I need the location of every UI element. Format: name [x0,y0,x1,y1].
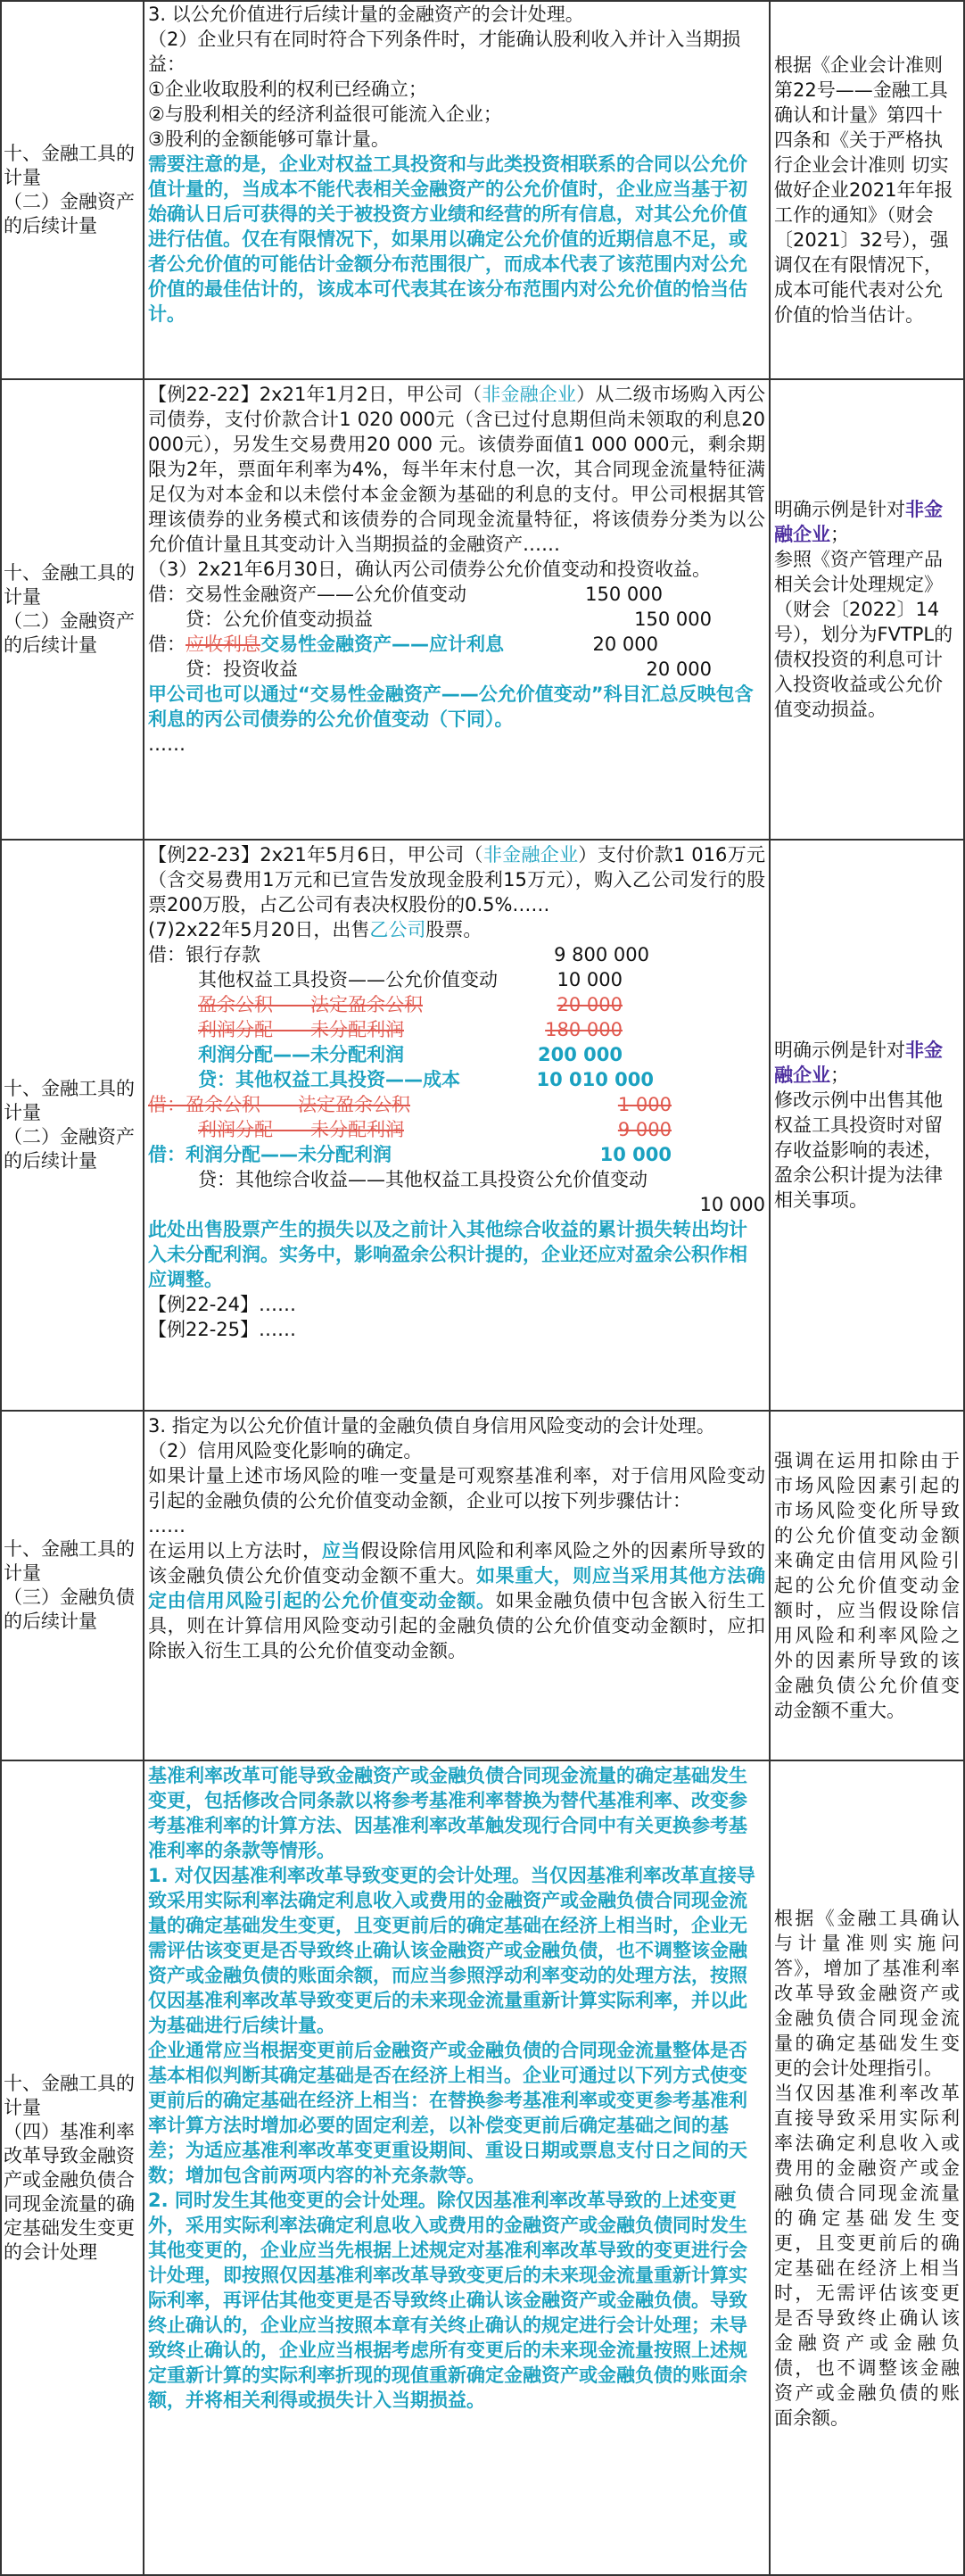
note-text: 明确示例是针对非金融企业； 参照《资产管理产品相关会计处理规定》（财会〔2022〕14号），划分为FVTPL的债权投资的利息可计入投资收益或公允价值变动损益。 [774,499,953,720]
journal-line: 借：交易性金融资产——公允价值变动 150 000 [148,584,663,605]
ellipsis: …… [148,1515,186,1536]
table-row [1,1,964,379]
highlight-term: 非金融企业 [482,844,579,866]
paragraph: 3. 指定为以公允价值计量的金融负债自身信用风险变动的会计处理。 [148,1415,715,1437]
table-row [1,1760,964,2575]
highlight-term: 非金融企业 [774,499,943,545]
section-title: 十、金融工具的计量 （四）基准利率改革导致金融资产或金融负债合同现金流量的确定基础发生变更的会计处理 [4,2072,135,2263]
section-title: 十、金融工具的计量 （二）金融资产的后续计量 [4,562,135,656]
section-title: 十、金融工具的计量 （二）金融资产的后续计量 [4,1078,135,1172]
table-row [1,379,964,840]
note-text: 明确示例是针对非金融企业； 修改示例中出售其他权益工具投资时对留存收益影响的表述，盈余公积计提为法律相关事项。 [774,1040,943,1211]
journal-line: 借：银行存款 9 800 000 [148,944,649,965]
note-cell [770,1760,964,2575]
paragraph: (7)2x22年5月20日，出售乙公司股票。 [148,919,482,940]
journal-amount: 10 000 [699,1194,765,1215]
paragraph: 在运用以上方法时，应当假设除信用风险和利率风险之外的因素所导致的该金融负债公允价值变动金额不重大。如果重大，则应当采用其他方法确定由信用风险引起的公允价值变动金额。如果金融负债中包含嵌入衍生工具，则在计算信用风险变动引起的金融负债的公允价值变动金额时，应扣除嵌入衍生工具的公允价值变动金额。 [148,1540,766,1661]
highlight-term: 非金融企业 [482,384,577,405]
content-cell [144,1411,770,1760]
paragraph: ②与股利相关的经济利益很可能流入企业； [148,104,502,125]
section-title-cell [1,379,144,840]
journal-line: 贷：投资收益 20 000 [186,658,712,680]
journal-line: 利润分配——未分配利润 200 000 [198,1044,623,1065]
content-cell [144,840,770,1411]
highlight-term: 乙公司 [369,919,426,940]
highlighted-paragraph: 需要注意的是，企业对权益工具投资和与此类投资相联系的合同以公允价值计量的，当成本不能代表相关金融资产的公允价值时，企业应当基于初始确认日后可获得的关于被投资方业绩和经营的所有信息，对其公允价值进行估值。仅在有限情况下，如果用以确定公允价值的近期信息不足，或者公允价值的可能估计金额分布范围很广，而成本代表了该范围内对公允价值的最佳估计的，该成本可代表其在该分布范围内对公允价值的恰当估计。 [148,153,747,325]
content-cell [144,1,770,379]
highlighted-paragraph: 甲公司也可以通过“交易性金融资产——公允价值变动”科目汇总反映包含利息的丙公司债券的公允价值变动（下同）。 [148,683,754,730]
table-row [1,1411,964,1760]
highlighted-paragraph: 企业通常应当根据变更前后金融资产或金融负债的合同现金流量整体是否基本相似判断其确定基础是否在经济上相当。企业可通过以下列方式使变更前后的确定基础在经济上相当：在替换参考基准利率或变更参考基准利率计算方法时增加必要的固定利差，以补偿变更前后确定基础之间的基差；为适应基准利率改革变更重设期间、重设日期或票息支付日之间的天数；增加包含前两项内容的补充条款等。 [148,2040,747,2186]
example-paragraph: 【例22-23】2x21年5月6日，甲公司（非金融企业）支付价款1 016万元（含交易费用1万元和已宣告发放现金股利15万元），购入乙公司发行的股票200万股，占乙公司有表决权股份的0.5%…… [148,844,765,915]
note-text: 根据《企业会计准则第22号——金融工具确认和计量》第四十四条和《关于严格执行企业会计准则 切实做好企业2021年年报工作的通知》（财会〔2021〕32号），强调仅在有限情况下，成本可能代表对公允价值的恰当估计。 [774,54,953,326]
highlighted-paragraph: 2. 同时发生其他变更的会计处理。除仅因基准利率改革导致的上述变更外，采用实际利率法确定利息收入或费用的金融资产或金融负债同时发生其他变更的，企业应当先根据上述规定对基准利率改革导致的变更进行会计处理，即按照仅因基准利率改革导致变更后的未来现金流量重新计算实际利率，再评估其他变更是否导致终止确认该金融资产或金融负债。导致终止确认的，企业应当按照本章有关终止确认的规定进行会计处理；未导致终止确认的，企业应当根据考虑所有变更后的未来现金流量按照上述规定重新计算的实际利率折现的现值重新确定金融资产或金融负债的账面余额，并将相关利得或损失计入当期损益。 [148,2190,747,2411]
highlighted-paragraph: 1. 对仅因基准利率改革导致变更的会计处理。当仅因基准利率改革直接导致采用实际利率法确定利息收入或费用的金融资产或金融负债合同现金流量的确定基础发生变更，且变更前后的确定基础在经济上相当时，企业无需评估该变更是否导致终止确认该金融资产或金融负债，也不调整该金融资产或金融负债的账面余额，而应当参照浮动利率变动的处理方法，按照仅因基准利率改革导致变更后的未来现金流量重新计算实际利率，并以此为基础进行后续计量。 [148,1865,755,2036]
section-title: 十、金融工具的计量 （三）金融负债的后续计量 [4,1538,135,1632]
paragraph: （2）信用风险变化影响的确定。 [148,1440,423,1462]
journal-line: 借：盈余公积——法定盈余公积 1 000 [148,1094,672,1115]
paragraph: ①企业收取股利的权利已经确立； [148,79,427,100]
section-title: 十、金融工具的计量 （二）金融资产的后续计量 [4,143,135,236]
section-title-cell [1,840,144,1411]
paragraph: （3）2x21年6月30日，确认丙公司债券公允价值变动和投资收益。 [148,559,711,580]
note-text: 强调在运用扣除由于市场风险因素引起的市场风险变化所导致的公允价值变动金额来确定由信用风险引起的公允价值变动金额时，应当假设除信用风险和利率风险之外的因素所导致的该金融负债公允价值变动金额不重大。 [774,1450,960,1721]
content-cell [144,1760,770,2575]
paragraph: 3. 以公允价值进行后续计量的金融资产的会计处理。 [148,4,584,25]
paragraph: 如果计量上述市场风险的唯一变量是可观察基准利率，对于信用风险变动引起的金融负债的公允价值变动金额，企业可以按下列步骤估计： [148,1465,765,1512]
paragraph: ③股利的金额能够可靠计量。 [148,128,390,150]
journal-line: 贷：其他综合收益——其他权益工具投资公允价值变动 [198,1169,647,1190]
deleted-text: 应收利息 [186,634,260,655]
highlight-term: 非金融企业 [774,1040,943,1086]
journal-line: 借：应收利息交易性金融资产——应计利息 20 000 [148,634,658,655]
section-title-cell [1,1411,144,1760]
note-cell [770,379,964,840]
highlighted-paragraph: 基准利率改革可能导致金融资产或金融负债合同现金流量的确定基础发生变更，包括修改合同条款以将参考基准利率替换为替代基准利率、改变参考基准利率的计算方法、因基准利率改革触发现行合同中有关更换参考基准利率的条款等情形。 [148,1765,747,1861]
paragraph: （2）企业只有在同时符合下列条件时，才能确认股利收入并计入当期损益： [148,29,741,75]
journal-line: 贷：其他权益工具投资——成本 10 010 000 [198,1069,654,1090]
section-title-cell [1,1,144,379]
example-paragraph: 【例22-22】2x21年1月2日，甲公司（非金融企业）从二级市场购入丙公司债券，支付价款合计1 020 000元（含已过付息期但尚未领取的利息20 000元），另发生交易费用20 000 元。该债券面值1 000 000元，剩余期限为2年，票面年利率为4%，每半年末付息一次，其合同现金流量特征满足仅为对本金和以未偿付本金金额为基础的利息的支付。甲公司根据其管理该债券的业务模式和该债券的合同现金流量特征，将该债券分类为以公允价值计量且其变动计入当期损益的金融资产…… [148,384,771,555]
note-cell [770,840,964,1411]
journal-line: 盈余公积——法定盈余公积 20 000 [198,994,623,1015]
content-cell [144,379,770,840]
note-cell [770,1,964,379]
highlighted-paragraph: 此处出售股票产生的损失以及之前计入其他综合收益的累计损失转出均计入未分配利润。实务中，影响盈余公积计提的，企业还应对盈余公积作相应调整。 [148,1219,747,1290]
section-title-cell [1,1760,144,2575]
journal-line: 借：利润分配——未分配利润 10 000 [148,1144,672,1165]
note-text: 根据《金融工具确认与计量准则实施问答》，增加了基准利率改革导致金融资产或金融负债合同现金流量的确定基础发生变更的会计处理指引。 当仅因基准利率改革直接导致采用实际利率法确定利息收入或费用的金融资产或金融负债合同现金流量的确定基础发生变更，且变更前后的确定基础在经济上相当时，无需评估该变更是否导致终止确认该金融资产或金融负债，也不调整该金融资产或金融负债的账面余额。 [774,1907,960,2429]
table-row [1,840,964,1411]
journal-line: 利润分配——未分配利润 180 000 [198,1019,623,1040]
journal-line: 其他权益工具投资——公允价值变动 10 000 [198,969,623,990]
journal-line: 贷：公允价值变动损益 150 000 [186,609,712,630]
paragraph: 【例22-25】…… [148,1319,297,1340]
journal-line: 利润分配——未分配利润 9 000 [198,1119,672,1140]
ellipsis: …… [148,733,186,755]
paragraph: 【例22-24】…… [148,1294,297,1315]
note-cell [770,1411,964,1760]
